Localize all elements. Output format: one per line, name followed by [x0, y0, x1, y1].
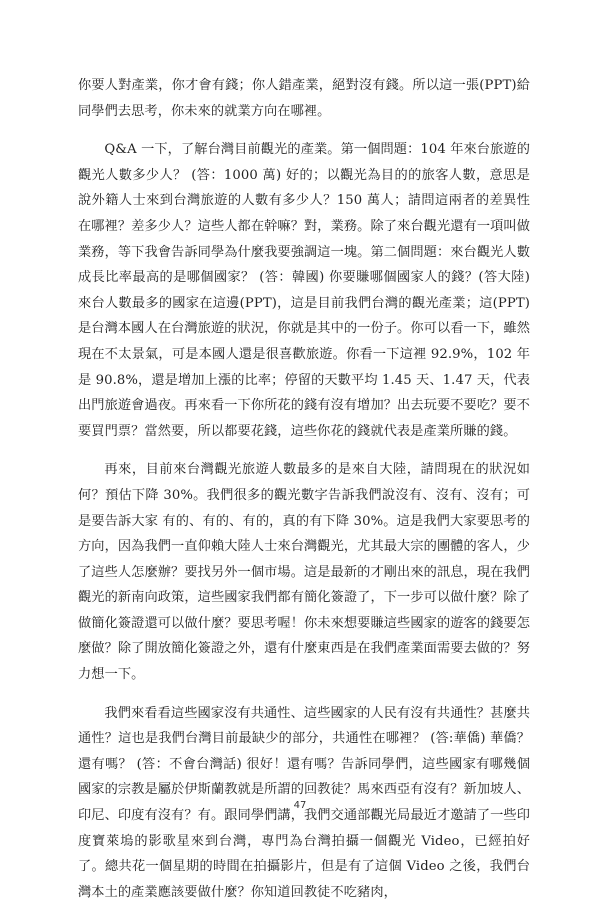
paragraph-4: 我們來看看這些國家沒有共通性、這些國家的人民有沒有共通性？甚麼共通性？這也是我們台灣目前最缺少的部分，共通性在哪裡？ (答:華僑) 華僑？還有嗎？ (答：不會台灣話) 很好！還有嗎？告訴同學們，這些國家有哪幾個國家的宗教是屬於伊斯蘭教就是所謂的回教徒？馬來西亞有沒有？新加坡人、印尼、印度有沒有？有。跟同學們講，我們交通部觀光局最近才邀請了一些印度寶萊塢的影歌星來到台灣，專門為台灣拍攝一個觀光 Video，已經拍好了。總共花一個星期的時間在拍攝影片，但是有了這個 Video 之後，我們台灣本土的產業應該要做什麼？你知道回教徒不吃豬肉，	[78, 705, 530, 900]
paragraph-2: Q&A 一下，了解台灣目前觀光的產業。第一個問題：104 年來台旅遊的觀光人數多少人？ (答：1000 萬) 好的；以觀光為目的的旅客人數，意思是說外籍人士來到台灣旅遊的人數有多少人？150 萬人；請問這兩者的差異性在哪裡？差多少人？這些人都在幹嘛？對，業務。除了來台觀光還有一項叫做業務，等下我會告訴同學為什麼我要強調這一塊。第二個問題：來台觀光人數成長比率最高的是哪個國家？ (答：韓國) 你要賺哪個國家人的錢？(答大陸) 來台人數最多的國家在這邊(PPT)，這是目前我們台灣的觀光產業；這(PPT)是台灣本國人在台灣旅遊的狀況，你就是其中的一份子。你可以看一下，雖然現在不太景氣，可是本國人還是很喜歡旅遊。你看一下這裡 92.9%，102 年是 90.8%，還是增加上漲的比率；停留的天數平均 1.45 天、1.47 天，代表出門旅遊會過夜。再來看一下你所花的錢有沒有增加？出去玩要不要吃？要不要買門票？當然要，所以都要花錢，這些你花的錢就代表是產業所賺的錢。	[78, 142, 530, 439]
body-text	[78, 73, 530, 918]
page-number: 47	[293, 800, 307, 811]
paragraph-3: 再來，目前來台灣觀光旅遊人數最多的是來自大陸，請問現在的狀況如何？預估下降 30%。我們很多的觀光數字告訴我們說沒有、沒有、沒有；可是要告訴大家 有的、有的、有的，真的有下降 30%。這是我們大家要思考的方向，因為我們一直仰賴大陸人士來台灣觀光，尤其最大宗的團體的客人，少了這些人怎麼辦？要找另外一個市場。這是最新的才剛出來的訊息，現在我們觀光的新南向政策，這些國家我們都有簡化簽證了，下一步可以做什麼？除了做簡化簽證還可以做什麼？要思考喔！你未來想要賺這些國家的遊客的錢要怎麼做？除了開放簡化簽證之外，還有什麼東西是在我們產業面需要去做的？努力想一下。	[78, 462, 530, 683]
paragraph-1: 你要人對產業，你才會有錢；你人錯產業，絕對沒有錢。所以這一張(PPT)給同學們去思考，你未來的就業方向在哪裡。	[78, 78, 530, 119]
